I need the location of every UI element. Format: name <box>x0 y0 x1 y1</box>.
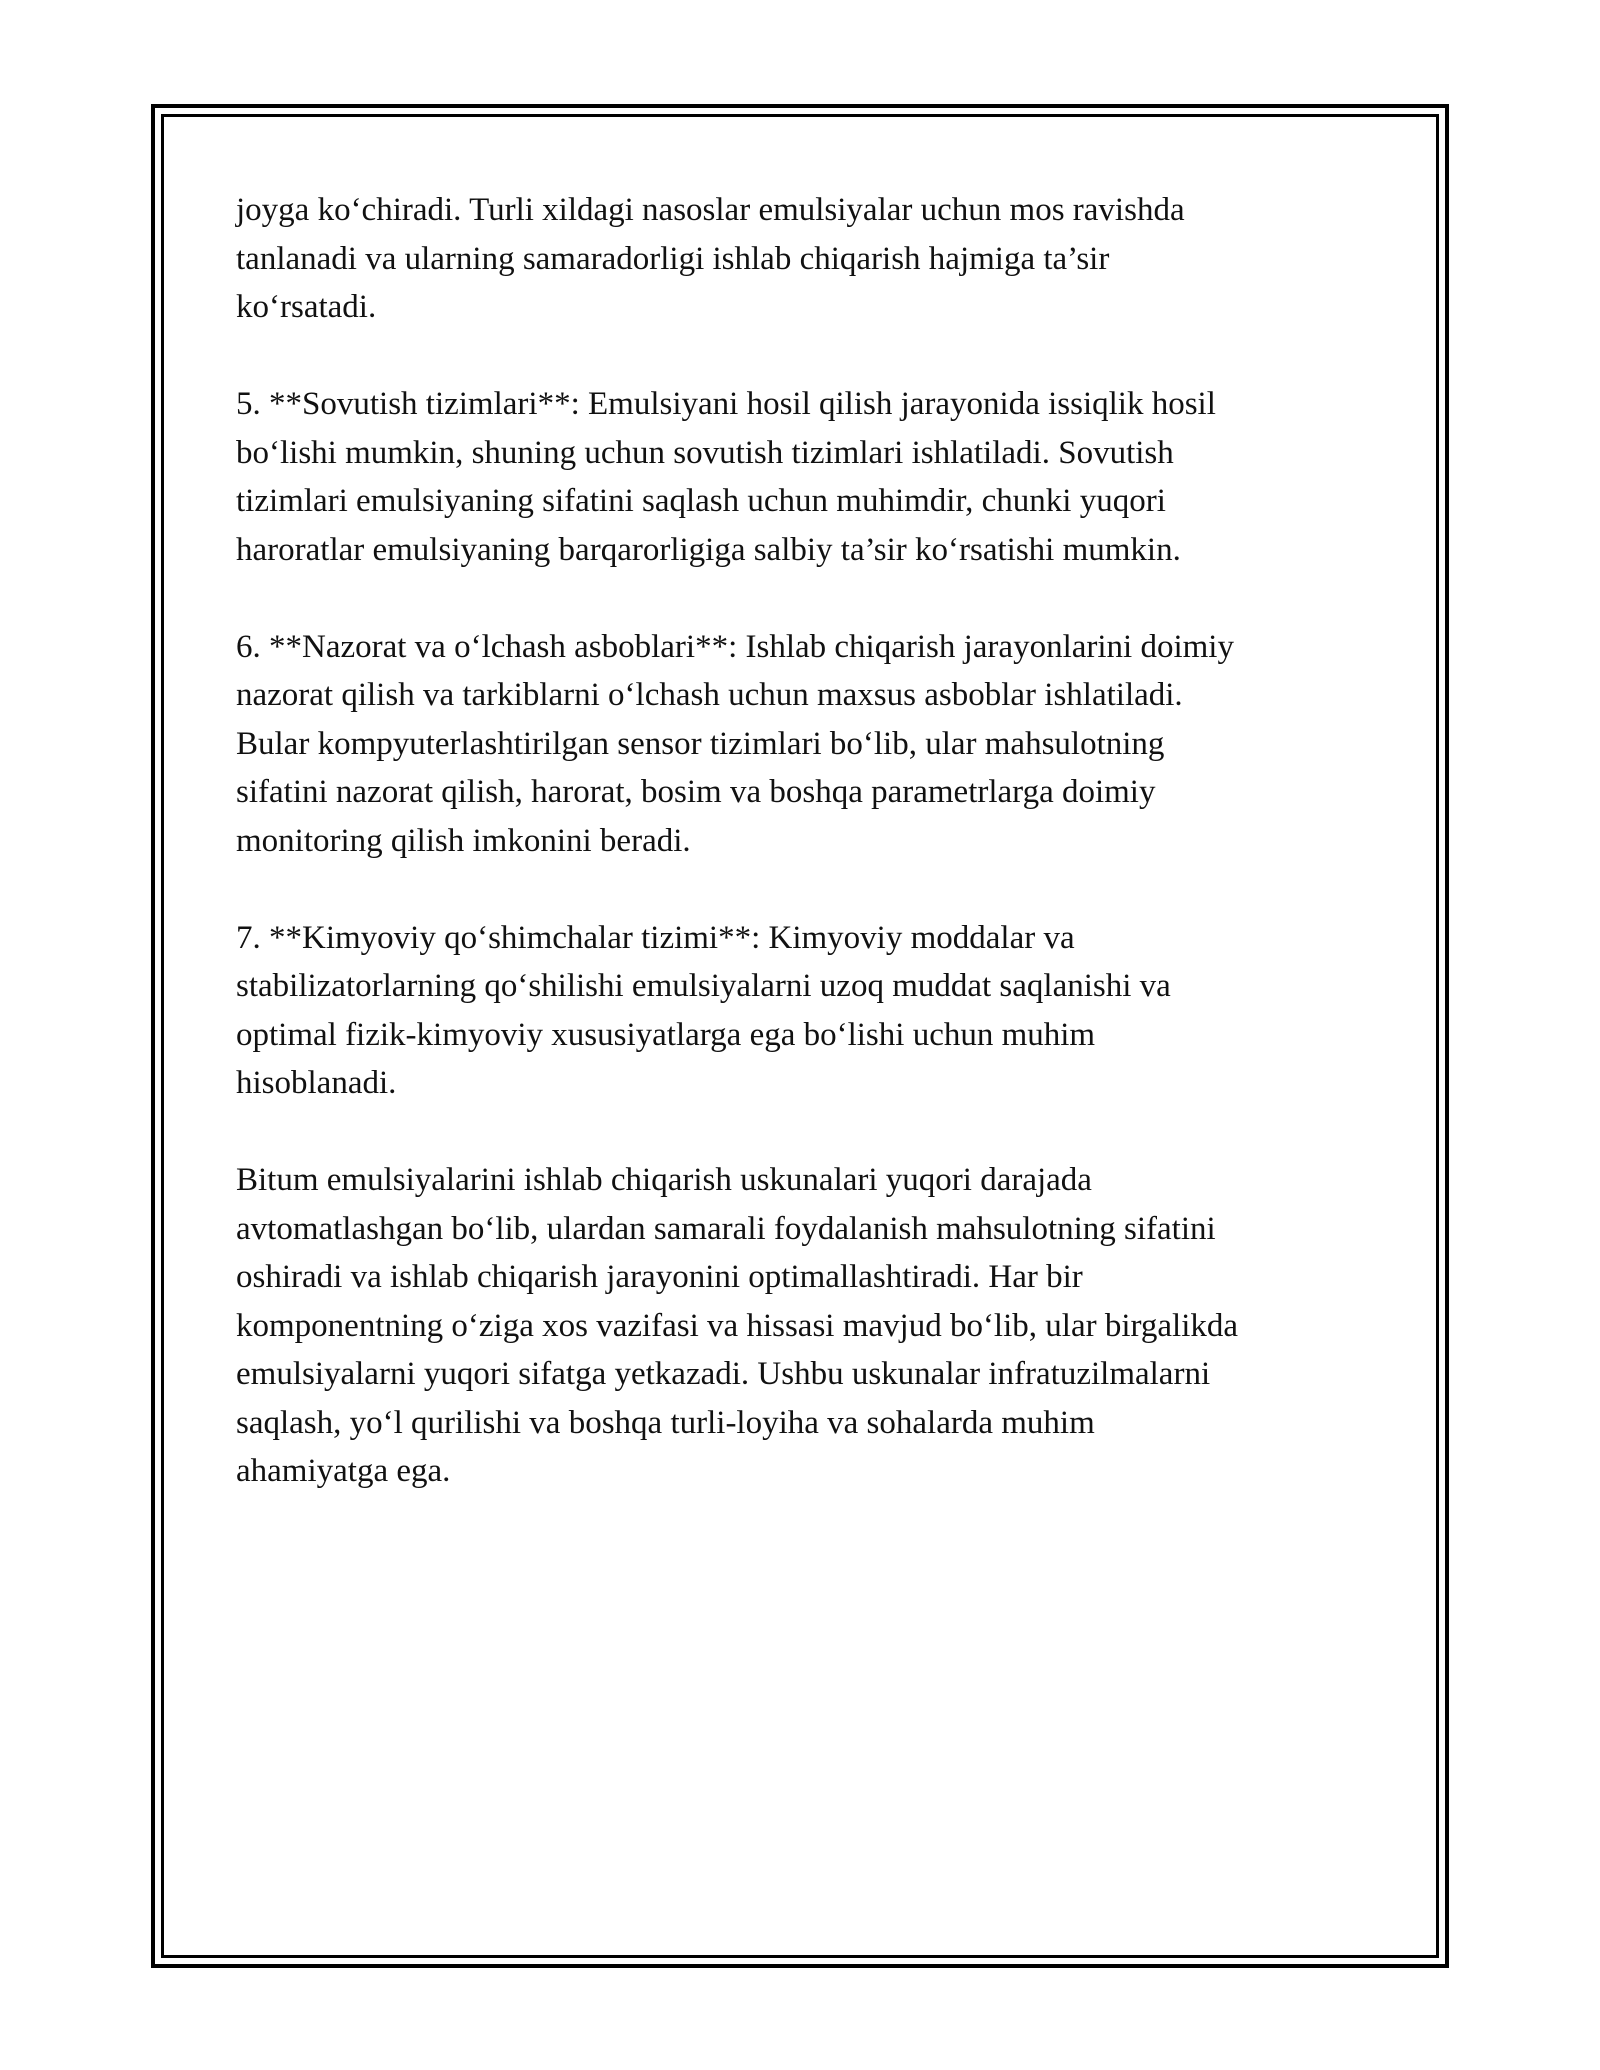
text-line: Bular kompyuterlashtirilgan sensor tizimlari bo‘lib, ular mahsulotning <box>236 725 1165 762</box>
text-line: Bitum emulsiyalarini ishlab chiqarish uskunalari yuqori darajada <box>236 1162 1092 1198</box>
text-line: ko‘rsatadi. <box>236 289 377 325</box>
paragraph <box>236 1156 1366 1496</box>
text-line: nazorat qilish va tarkiblarni o‘lchash uchun maxsus asboblar ishlatiladi. <box>236 677 1183 713</box>
text-line: haroratlar emulsiyaning barqarorligiga salbiy ta’sir ko‘rsatishi mumkin. <box>236 531 1181 568</box>
text-line: oshiradi va ishlab chiqarish jarayonini optimallashtiradi. Har bir <box>236 1259 1083 1295</box>
text-line: bo‘lishi mumkin, shuning uchun sovutish tizimlari ishlatiladi. Sovutish <box>236 434 1174 471</box>
paragraph <box>236 186 1366 332</box>
text-line: komponentning o‘ziga xos vazifasi va hissasi mavjud bo‘lib, ular birgalikda <box>236 1307 1239 1344</box>
paragraph <box>236 623 1366 866</box>
text-line: monitoring qilish imkonini beradi. <box>236 822 691 859</box>
text-line: joyga ko‘chiradi. Turli xildagi nasoslar emulsiyalar uchun mos ravishda <box>236 192 1185 228</box>
text-line: 5. **Sovutish tizimlari**: Emulsiyani hosil qilish jarayonida issiqlik hosil <box>236 386 1216 422</box>
text-line: avtomatlashgan bo‘lib, ulardan samarali foydalanish mahsulotning sifatini <box>236 1210 1216 1247</box>
text-line: sifatini nazorat qilish, harorat, bosim va boshqa parametrlarga doimiy <box>236 774 1156 810</box>
text-line: hisoblanadi. <box>236 1065 397 1101</box>
text-line: tizimlari emulsiyaning sifatini saqlash uchun muhimdir, chunki yuqori <box>236 483 1166 519</box>
text-line: stabilizatorlarning qo‘shilishi emulsiyalarni uzoq muddat saqlanishi va <box>236 968 1171 1004</box>
text-line: 6. **Nazorat va o‘lchash asboblari**: Ishlab chiqarish jarayonlarini doimiy <box>236 628 1234 665</box>
document-body <box>236 186 1366 1544</box>
text-line: emulsiyalarni yuqori sifatga yetkazadi. Ushbu uskunalar infratuzilmalarni <box>236 1356 1211 1392</box>
text-line: optimal fizik-kimyoviy xususiyatlarga ega bo‘lishi uchun muhim <box>236 1016 1096 1053</box>
text-line: tanlanadi va ularning samaradorligi ishlab chiqarish hajmiga ta’sir <box>236 240 1110 277</box>
text-line: ahamiyatga ega. <box>236 1453 451 1489</box>
paragraph <box>236 380 1366 574</box>
paragraph <box>236 914 1366 1108</box>
text-line: 7. **Kimyoviy qo‘shimchalar tizimi**: Kimyoviy moddalar va <box>236 919 1075 956</box>
text-line: saqlash, yo‘l qurilishi va boshqa turli-loyiha va sohalarda muhim <box>236 1404 1095 1441</box>
